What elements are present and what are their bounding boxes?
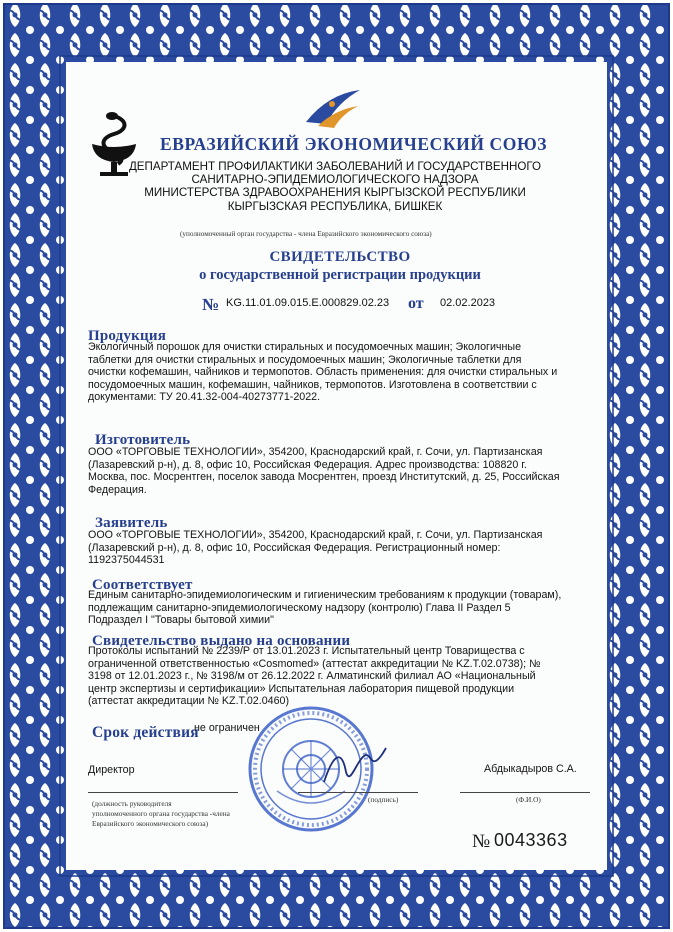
authority-note: (уполномоченный орган государства - члена Евразийского экономического союза): [180, 230, 432, 238]
registration-date: 02.02.2023: [440, 297, 496, 309]
eaeu-logo-icon: [298, 84, 368, 134]
conforms-line: Подраздел I "Товары бытовой химии": [88, 614, 274, 627]
manufacturer-line: Федерация.: [88, 483, 147, 496]
product-line: Экологичный порошок для очистки стиральных и посудомоечных машин; Экологичные: [88, 341, 522, 353]
conforms-line: подлежащим санитарно-эпидемиологическому надзору (контролю) Глава II Раздел 5: [88, 601, 511, 614]
name-caption: (Ф.И.О): [516, 795, 541, 804]
validity-value: не ограничен: [194, 722, 260, 734]
product-text: [88, 341, 593, 404]
department-line: ДЕПАРТАМЕНТ ПРОФИЛАКТИКИ ЗАБОЛЕВАНИЙ И ГОСУДАРСТВЕННОГО: [128, 160, 542, 173]
department-block: [105, 160, 565, 213]
manufacturer-text: [88, 446, 593, 496]
manufacturer-heading: Изготовитель: [95, 432, 191, 448]
signature-mark: [320, 742, 390, 792]
basis-line: 3198 от 12.01.2023 г., № 3198/м от 26.12.2022 г. Алматинский филиал АО «Национальный: [88, 670, 536, 683]
director-name: Абдыкадыров С.А.: [484, 763, 577, 775]
name-line: [460, 792, 590, 793]
applicant-heading: Заявитель: [95, 515, 168, 531]
department-line: КЫРГЫЗСКАЯ РЕСПУБЛИКА, БИШКЕК: [227, 199, 443, 213]
applicant-line: 1192375044531: [88, 554, 165, 567]
manufacturer-line: (Лазаревский р-н), д. 8, офис 10, Российская Федерация. Адрес производства: 108820 г.: [88, 458, 527, 471]
product-line: документами: ТУ 20.41.32-004-40273771-2022.: [88, 391, 321, 404]
number-sign: №: [202, 295, 220, 314]
from-label: от: [408, 295, 424, 312]
position-caption-line: Евразийского экономического союза): [92, 819, 209, 828]
product-line: таблетки для очистки стиральных и посудомоечных машин; Экологичные таблетки для: [88, 353, 522, 366]
department-line: МИНИСТЕРСТВА ЗДРАВООХРАНЕНИЯ КЫРГЫЗСКОЙ РЕСПУБЛИКИ: [144, 186, 526, 200]
applicant-line: (Лазаревский р-н), д. 8, офис 10, Российская Федерация. Регистрационный номер:: [88, 541, 501, 554]
union-title: ЕВРАЗИЙСКИЙ ЭКОНОМИЧЕСКИЙ СОЮЗ: [160, 134, 548, 154]
certificate-title: СВИДЕТЕЛЬСТВО: [269, 249, 411, 265]
applicant-line: ООО «ТОРГОВЫЕ ТЕХНОЛОГИИ», 354200, Краснодарский край, г. Сочи, ул. Партизанская: [88, 529, 543, 541]
basis-line: ограниченной ответственностью «Cosmomed» (аттестат аккредитации № KZ.T.02.0738); №: [88, 657, 541, 670]
basis-heading: Свидетельство выдано на основании: [92, 633, 351, 649]
conforms-text: [88, 589, 598, 627]
applicant-text: [88, 529, 593, 567]
registration-number: KG.11.01.09.015.E.000829.02.23: [226, 297, 390, 309]
product-line: посудомоечных машин, кофемашин, чайников, термопотов. Изготовлена в соответствии с: [88, 378, 537, 391]
certificate-subtitle: о государственной регистрации продукции: [199, 267, 481, 283]
position-caption-line: уполномоченного органа государства -члена: [92, 809, 230, 818]
serial-sign: №: [472, 831, 491, 852]
product-line: очистки кофемашин, чайников и термопотов. Область применения: для очистки стиральных и: [88, 366, 558, 379]
signature-caption: (подпись): [368, 795, 399, 804]
validity-heading: Срок действия: [92, 724, 199, 741]
signature-line: [298, 792, 418, 793]
basis-line: Протоколы испытаний № 2239/Р от 13.01.2023 г. Испытательный центр Товарищества с: [88, 645, 525, 657]
product-heading: Продукция: [88, 328, 167, 344]
basis-line: центр экспертизы и сертификации» Испытательная лаборатория пищевой продукции: [88, 682, 515, 695]
basis-text: [88, 645, 593, 708]
basis-line: (аттестат аккредитации № KZ.T.02.0460): [88, 695, 290, 708]
manufacturer-line: Москва, пос. Мосрентген, поселок завода Мосрентген, проезд Институтский, д. 25, Российская: [88, 471, 560, 484]
director-position: Директор: [88, 764, 135, 776]
position-caption: [92, 799, 230, 829]
position-caption-line: (должность руководителя: [92, 799, 172, 808]
manufacturer-line: ООО «ТОРГОВЫЕ ТЕХНОЛОГИИ», 354200, Краснодарский край, г. Сочи, ул. Партизанская: [88, 446, 543, 458]
position-line: [88, 792, 238, 793]
conforms-heading: Соответствует: [92, 577, 193, 593]
conforms-line: Единым санитарно-эпидемиологическим и гигиеническим требованиям к продукции (товарам),: [88, 589, 562, 601]
department-line: САНИТАРНО-ЭПИДЕМИОЛОГИЧЕСКОГО НАДЗОРА: [191, 173, 479, 187]
serial-number: 0043363: [494, 830, 568, 850]
